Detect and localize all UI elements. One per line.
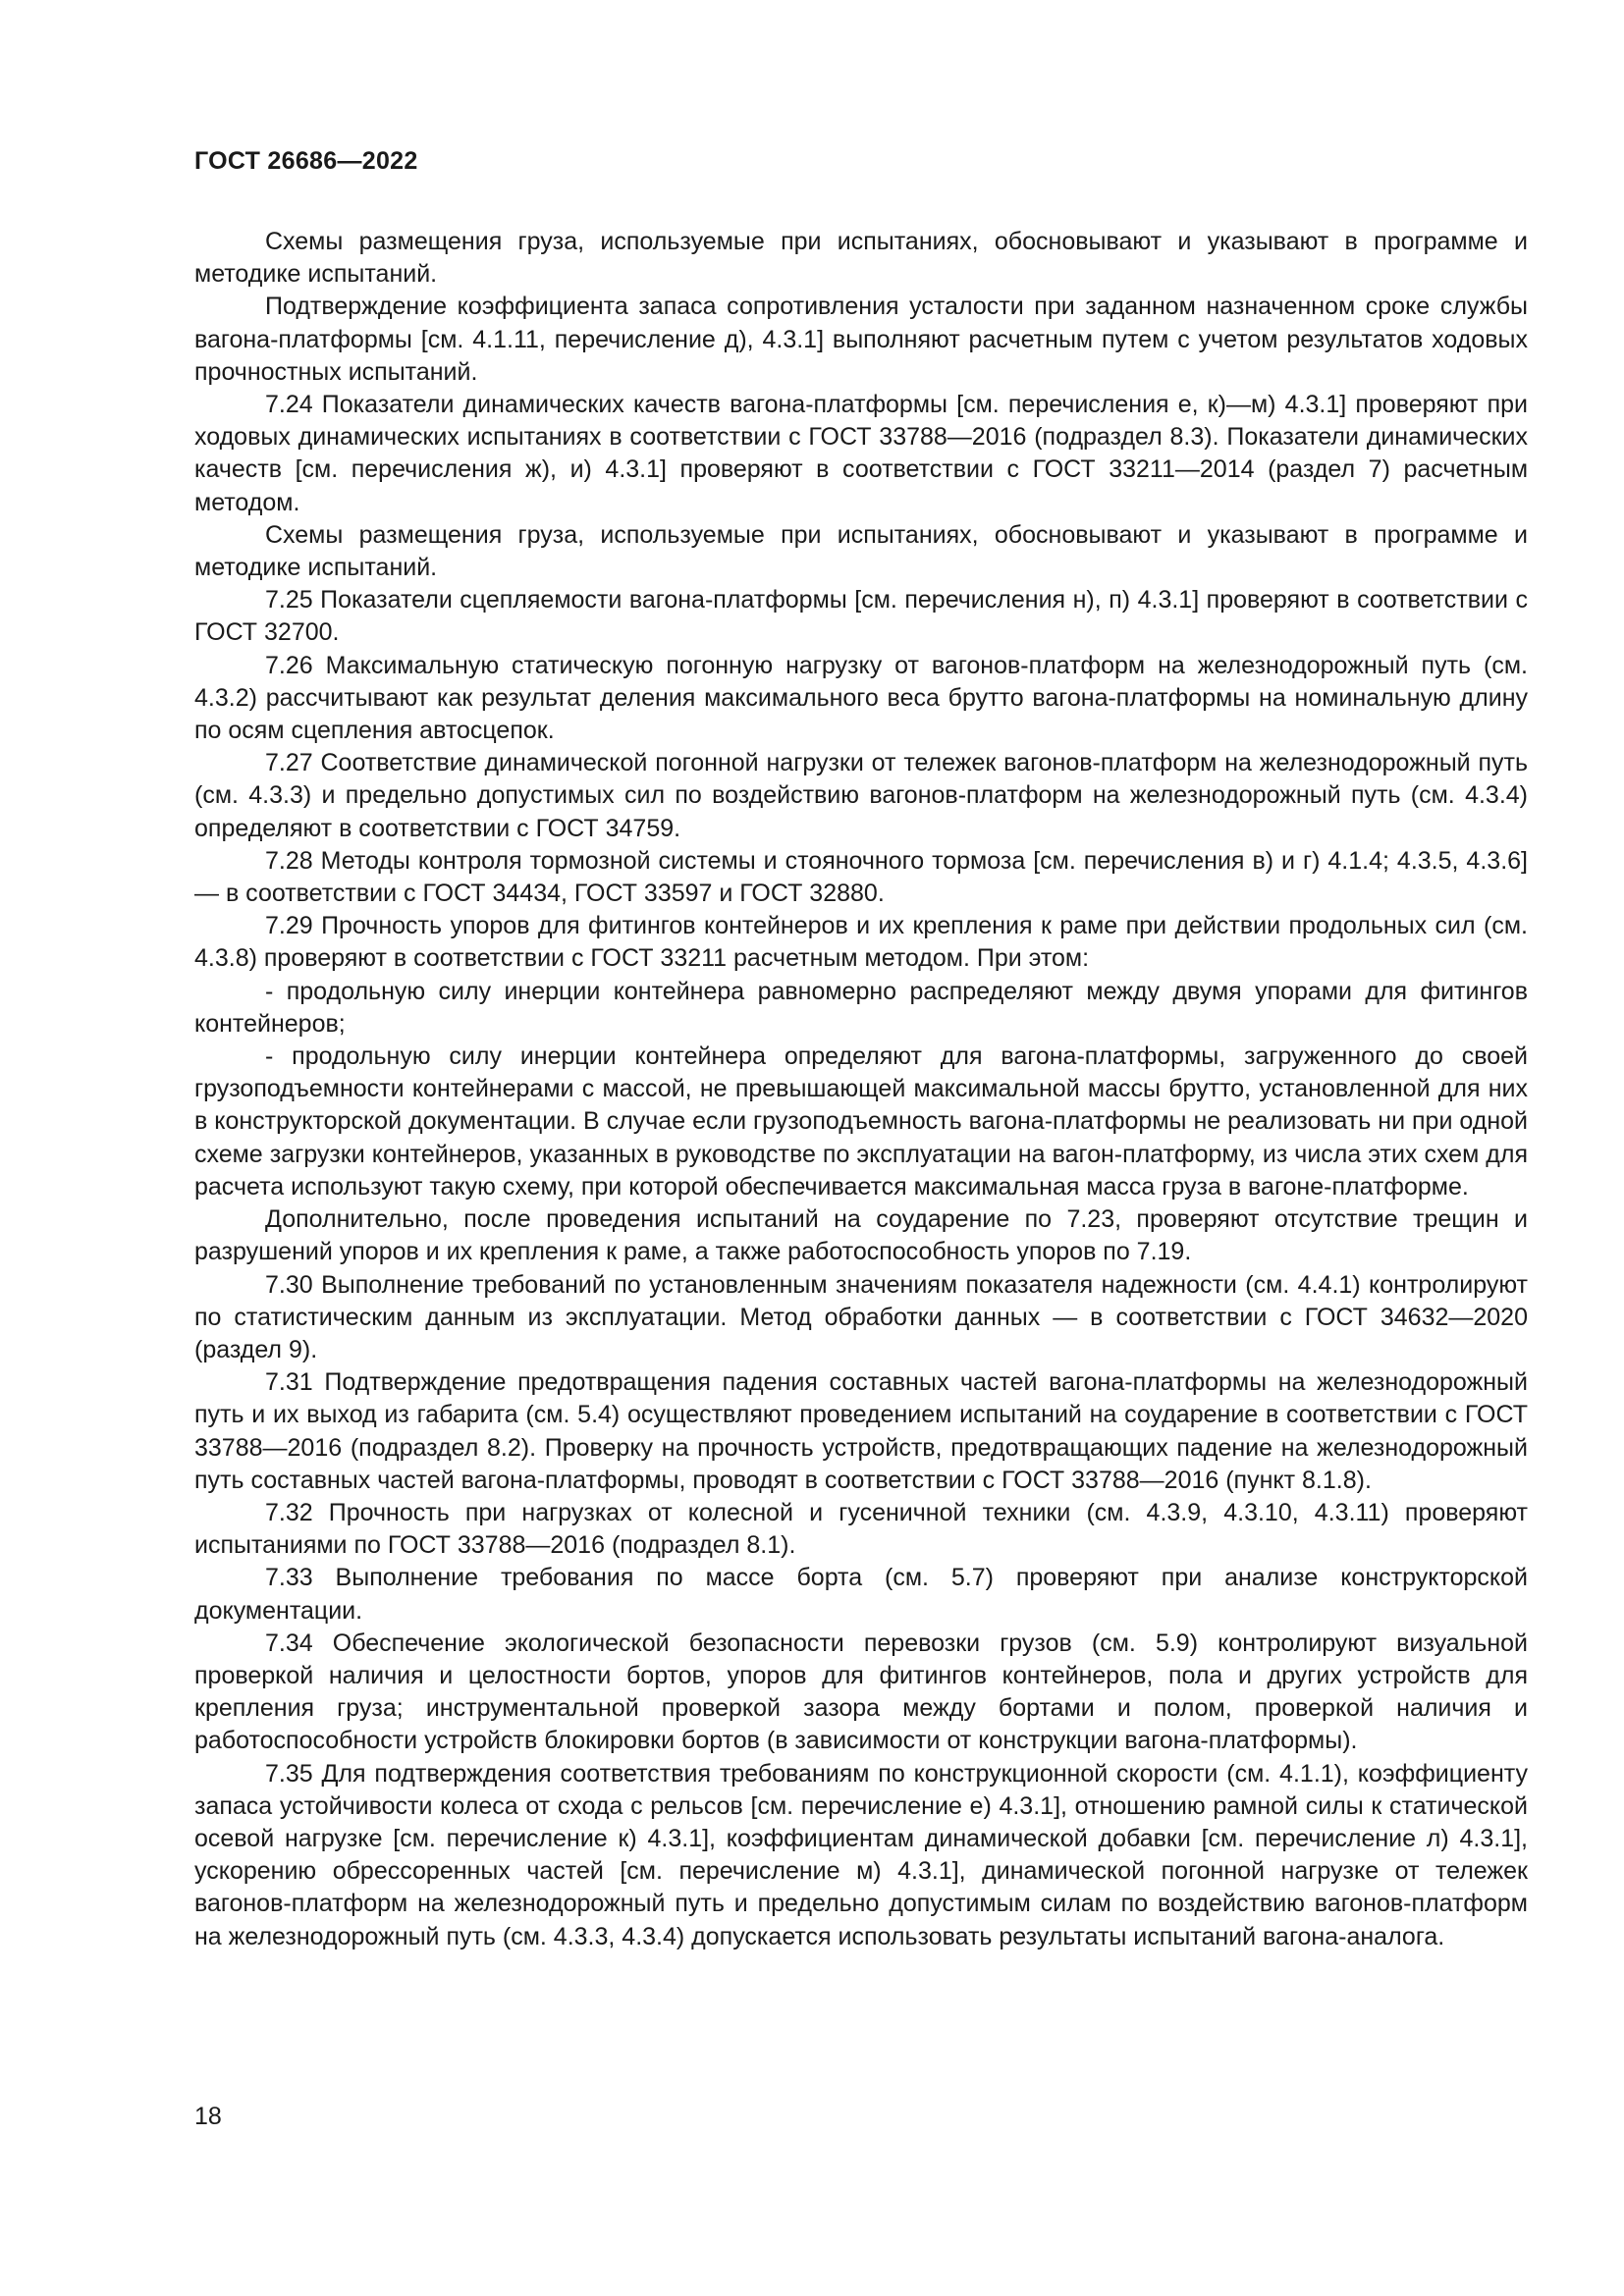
paragraph: 7.25 Показатели сцепляемости вагона-платформы [см. перечисления н), п) 4.3.1] проверяют в соответствии с ГОСТ 32700. [194, 586, 1528, 647]
paragraph: 7.34 Обеспечение экологической безопасности перевозки грузов (см. 5.9) контролируют визуальной проверкой наличия и целостности бортов, упоров для фитингов контейнеров, пола и других устройств для крепления груза; инструментальной проверкой зазора между бортами и полом, проверкой наличия и работоспособности устройств блокировки бортов (в зависимости от конструкции вагона-платформы). [194, 1629, 1528, 1755]
paragraph: 7.30 Выполнение требований по установленным значениям показателя надежности (см. 4.4.1) контролируют по статистическим данным из эксплуатации. Метод обработки данных — в соответствии с ГОСТ 34632—2020 (раздел 9). [194, 1270, 1528, 1363]
paragraph: Схемы размещения груза, используемые при испытаниях, обосновывают и указывают в программе и методике испытаний. [194, 520, 1528, 582]
paragraph: 7.32 Прочность при нагрузках от колесной и гусеничной техники (см. 4.3.9, 4.3.10, 4.3.11) проверяют испытаниями по ГОСТ 33788—2016 (подраздел 8.1). [194, 1498, 1528, 1560]
paragraph: 7.35 Для подтверждения соответствия требованиям по конструкционной скорости (см. 4.1.1), коэффициенту запаса устойчивости колеса от схода с рельсов [см. перечисление е) 4.3.1], отношению рамной силы к статической осевой нагрузке [см. перечисление к) 4.3.1], коэффициентам динамической добавки [см. перечисление л) 4.3.1], ускорению обрессоренных частей [см. перечисление м) 4.3.1], динамической погонной нагрузке от тележек вагонов-платформ на железнодорожный путь и предельно допустимым силам по воздействию вагонов-платформ на железнодорожный путь (см. 4.3.3, 4.3.4) допускается использовать результаты испытаний вагона-аналога. [194, 1759, 1528, 1950]
paragraph: Дополнительно, после проведения испытаний на соударение по 7.23, проверяют отсутствие трещин и разрушений упоров и их крепления к раме, а также работоспособность упоров по 7.19. [194, 1205, 1528, 1266]
paragraph: Подтверждение коэффициента запаса сопротивления усталости при заданном назначенном сроке службы вагона-платформы [см. 4.1.11, перечисление д), 4.3.1] выполняют расчетным путем с учетом результатов ходовых прочностных испытаний. [194, 293, 1528, 386]
list-item: - продольную силу инерции контейнера определяют для вагона-платформы, загруженного до своей грузоподъемности контейнерами с массой, не превышающей максимальной массы брутто, установленной для них в конструкторской документации. В случае если грузоподъемность вагона-платформы не реализовать ни при одной схеме загрузки контейнеров, указанных в руководстве по эксплуатации на вагон-платформу, из числа этих схем для расчета используют такую схему, при которой обеспечивается максимальная масса груза в вагоне-платформе. [194, 1042, 1528, 1201]
document-body [194, 226, 1528, 1953]
paragraph: Схемы размещения груза, используемые при испытаниях, обосновывают и указывают в программе и методике испытаний. [194, 228, 1528, 289]
paragraph: 7.27 Соответствие динамической погонной нагрузки от тележек вагонов-платформ на железнодорожный путь (см. 4.3.3) и предельно допустимых сил по воздействию вагонов-платформ на железнодорожный путь (см. 4.3.4) определяют в соответствии с ГОСТ 34759. [194, 749, 1528, 842]
paragraph: 7.28 Методы контроля тормозной системы и стояночного тормоза [см. перечисления в) и г) 4.1.4; 4.3.5, 4.3.6] — в соответствии с ГОСТ 34434, ГОСТ 33597 и ГОСТ 32880. [194, 846, 1528, 908]
page-number: 18 [194, 2103, 222, 2130]
paragraph: 7.29 Прочность упоров для фитингов контейнеров и их крепления к раме при действии продольных сил (см. 4.3.8) проверяют в соответствии с ГОСТ 33211 расчетным методом. При этом: [194, 912, 1528, 973]
paragraph: 7.31 Подтверждение предотвращения падения составных частей вагона-платформы на железнодорожный путь и их выход из габарита (см. 5.4) осуществляют проведением испытаний на соударение в соответствии с ГОСТ 33788—2016 (подраздел 8.2). Проверку на прочность устройств, предотвращающих падение на железнодорожный путь составных частей вагона-платформы, проводят в соответствии с ГОСТ 33788—2016 (пункт 8.1.8). [194, 1368, 1528, 1494]
paragraph: 7.24 Показатели динамических качеств вагона-платформы [см. перечисления е, к)—м) 4.3.1] проверяют при ходовых динамических испытаниях в соответствии с ГОСТ 33788—2016 (подраздел 8.3). Показатели динамических качеств [см. перечисления ж), и) 4.3.1] проверяют в соответствии с ГОСТ 33211—2014 (раздел 7) расчетным методом. [194, 391, 1528, 516]
list-item: - продольную силу инерции контейнера равномерно распределяют между двумя упорами для фитингов контейнеров; [194, 977, 1528, 1038]
document-header: ГОСТ 26686—2022 [194, 147, 418, 175]
paragraph: 7.26 Максимальную статическую погонную нагрузку от вагонов-платформ на железнодорожный путь (см. 4.3.2) рассчитывают как результат деления максимального веса брутто вагона-платформы на номинальную длину по осям сцепления автосцепок. [194, 651, 1528, 745]
paragraph: 7.33 Выполнение требования по массе борта (см. 5.7) проверяют при анализе конструкторской документации. [194, 1564, 1528, 1625]
